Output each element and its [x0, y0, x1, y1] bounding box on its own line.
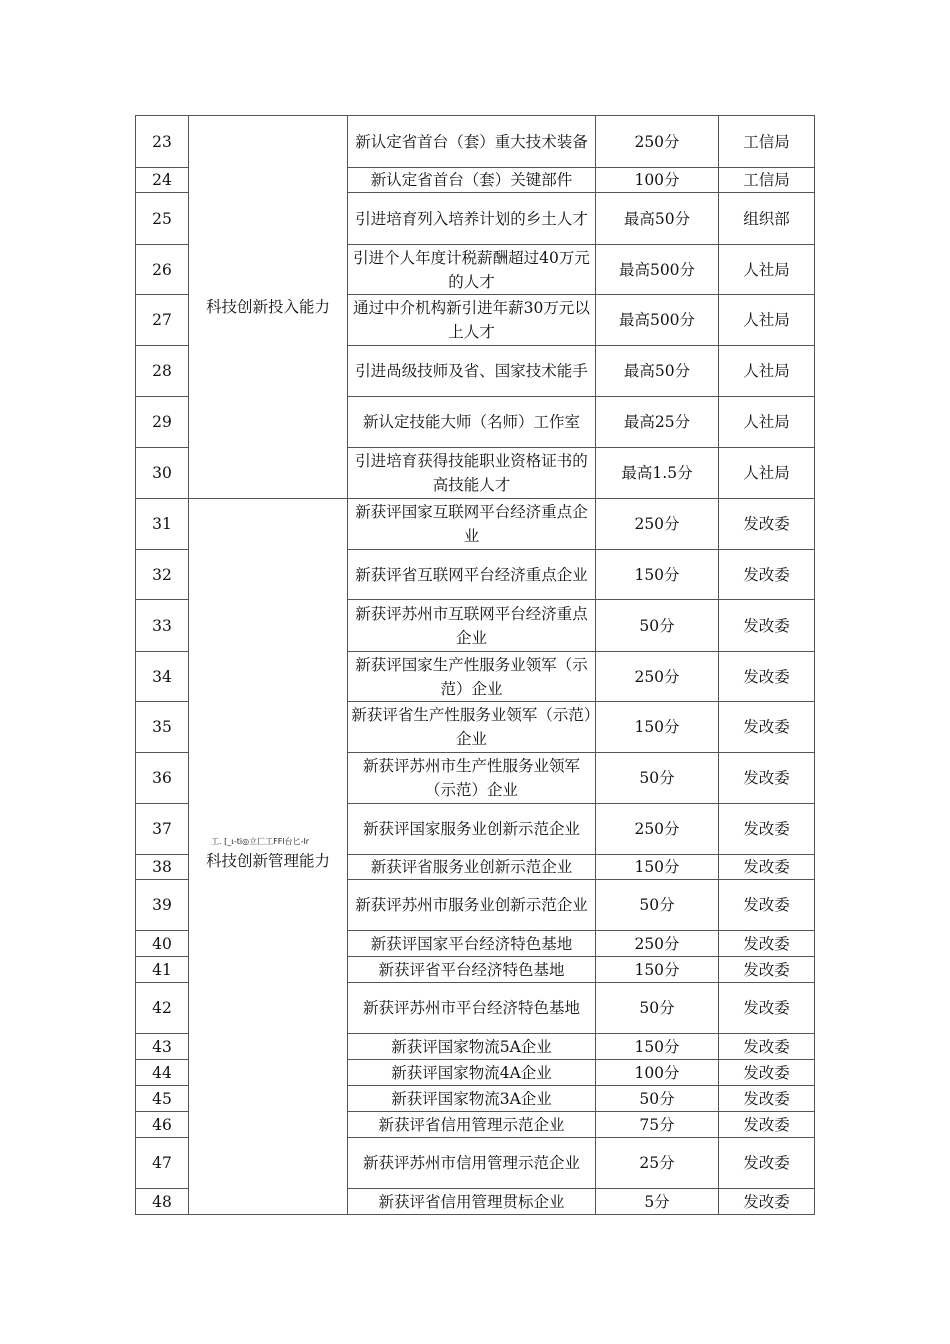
score-value: 150分 [596, 702, 719, 753]
item-description: 新获评国家物流4A企业 [348, 1060, 596, 1086]
row-number: 31 [136, 499, 189, 550]
score-value: 最高50分 [596, 193, 719, 245]
item-description: 新获评苏州市信用管理示范企业 [348, 1138, 596, 1189]
score-value: 150分 [596, 1034, 719, 1060]
score-value: 50分 [596, 600, 719, 652]
row-number: 34 [136, 652, 189, 702]
item-description: 新获评苏州市服务业创新示范企业 [348, 880, 596, 931]
item-description: 引进培育列入培养计划的乡土人才 [348, 193, 596, 245]
score-value: 最高500分 [596, 295, 719, 346]
table-row [136, 116, 815, 168]
score-value: 最高1.5分 [596, 448, 719, 499]
responsible-department: 发改委 [719, 652, 815, 702]
row-number: 33 [136, 600, 189, 652]
responsible-department: 发改委 [719, 550, 815, 600]
responsible-department: 人社局 [719, 245, 815, 295]
policy-score-table [135, 115, 815, 1215]
item-description: 新获评省生产性服务业领军（示范）企业 [348, 702, 596, 753]
row-number: 30 [136, 448, 189, 499]
responsible-department: 发改委 [719, 702, 815, 753]
score-value: 最高500分 [596, 245, 719, 295]
item-description: 新获评省服务业创新示范企业 [348, 855, 596, 880]
row-number: 35 [136, 702, 189, 753]
score-value: 250分 [596, 499, 719, 550]
item-description: 新获评苏州市平台经济特色基地 [348, 983, 596, 1034]
responsible-department: 人社局 [719, 295, 815, 346]
responsible-department: 发改委 [719, 1060, 815, 1086]
responsible-department: 发改委 [719, 957, 815, 983]
item-description: 新获评国家互联网平台经济重点企业 [348, 499, 596, 550]
responsible-department: 发改委 [719, 855, 815, 880]
responsible-department: 发改委 [719, 499, 815, 550]
responsible-department: 发改委 [719, 880, 815, 931]
row-number: 38 [136, 855, 189, 880]
score-value: 50分 [596, 983, 719, 1034]
score-value: 150分 [596, 550, 719, 600]
responsible-department: 发改委 [719, 1034, 815, 1060]
responsible-department: 人社局 [719, 346, 815, 397]
score-value: 25分 [596, 1138, 719, 1189]
row-number: 47 [136, 1138, 189, 1189]
row-number: 46 [136, 1112, 189, 1138]
row-number: 45 [136, 1086, 189, 1112]
score-value: 100分 [596, 168, 719, 193]
row-number: 29 [136, 397, 189, 448]
responsible-department: 发改委 [719, 1138, 815, 1189]
item-description: 新获评省互联网平台经济重点企业 [348, 550, 596, 600]
row-number: 26 [136, 245, 189, 295]
item-description: 新认定省首台（套）重大技术装备 [348, 116, 596, 168]
item-description: 新获评国家平台经济特色基地 [348, 931, 596, 957]
score-value: 100分 [596, 1060, 719, 1086]
item-description: 新获评国家生产性服务业领军（示范）企业 [348, 652, 596, 702]
score-value: 50分 [596, 880, 719, 931]
category-management-garbled-text: 工. [_ι-ti◎立匚工FFl台匕-Ir [211, 837, 310, 846]
score-value: 最高25分 [596, 397, 719, 448]
responsible-department: 发改委 [719, 931, 815, 957]
row-number: 43 [136, 1034, 189, 1060]
responsible-department: 组织部 [719, 193, 815, 245]
row-number: 23 [136, 116, 189, 168]
responsible-department: 发改委 [719, 804, 815, 855]
row-number: 37 [136, 804, 189, 855]
score-value: 50分 [596, 1086, 719, 1112]
responsible-department: 发改委 [719, 1189, 815, 1215]
row-number: 36 [136, 753, 189, 804]
row-number: 28 [136, 346, 189, 397]
item-description: 通过中介机构新引进年薪30万元以上人才 [348, 295, 596, 346]
score-value: 250分 [596, 116, 719, 168]
item-description: 新获评苏州市互联网平台经济重点企业 [348, 600, 596, 652]
score-value: 75分 [596, 1112, 719, 1138]
item-description: 新获评省平台经济特色基地 [348, 957, 596, 983]
score-value: 150分 [596, 957, 719, 983]
score-value: 最高50分 [596, 346, 719, 397]
row-number: 24 [136, 168, 189, 193]
row-number: 39 [136, 880, 189, 931]
score-value: 250分 [596, 652, 719, 702]
item-description: 新获评国家物流3A企业 [348, 1086, 596, 1112]
responsible-department: 人社局 [719, 448, 815, 499]
item-description: 新获评省信用管理示范企业 [348, 1112, 596, 1138]
item-description: 新获评国家服务业创新示范企业 [348, 804, 596, 855]
score-value: 5分 [596, 1189, 719, 1215]
responsible-department: 工信局 [719, 168, 815, 193]
row-number: 25 [136, 193, 189, 245]
category-investment: 科技创新投入能力 [189, 116, 348, 499]
responsible-department: 发改委 [719, 753, 815, 804]
responsible-department: 人社局 [719, 397, 815, 448]
responsible-department: 工信局 [719, 116, 815, 168]
row-number: 42 [136, 983, 189, 1034]
table-row [136, 499, 815, 550]
category-management-label: 科技创新管理能力 [205, 852, 330, 870]
row-number: 48 [136, 1189, 189, 1215]
item-description: 新获评苏州市生产性服务业领军（示范）企业 [348, 753, 596, 804]
score-value: 250分 [596, 804, 719, 855]
score-value: 150分 [596, 855, 719, 880]
score-value: 250分 [596, 931, 719, 957]
item-description: 新获评省信用管理贯标企业 [348, 1189, 596, 1215]
row-number: 32 [136, 550, 189, 600]
item-description: 新获评国家物流5A企业 [348, 1034, 596, 1060]
row-number: 41 [136, 957, 189, 983]
item-description: 新认定技能大师（名师）工作室 [348, 397, 596, 448]
category-management [189, 499, 348, 1215]
responsible-department: 发改委 [719, 1112, 815, 1138]
item-description: 引进个人年度计税薪酬超过40万元的人才 [348, 245, 596, 295]
row-number: 27 [136, 295, 189, 346]
responsible-department: 发改委 [719, 1086, 815, 1112]
responsible-department: 发改委 [719, 600, 815, 652]
row-number: 40 [136, 931, 189, 957]
item-description: 引进培育获得技能职业资格证书的高技能人才 [348, 448, 596, 499]
item-description: 引进咼级技师及省、国家技术能手 [348, 346, 596, 397]
score-value: 50分 [596, 753, 719, 804]
responsible-department: 发改委 [719, 983, 815, 1034]
row-number: 44 [136, 1060, 189, 1086]
item-description: 新认定省首台（套）关键部件 [348, 168, 596, 193]
